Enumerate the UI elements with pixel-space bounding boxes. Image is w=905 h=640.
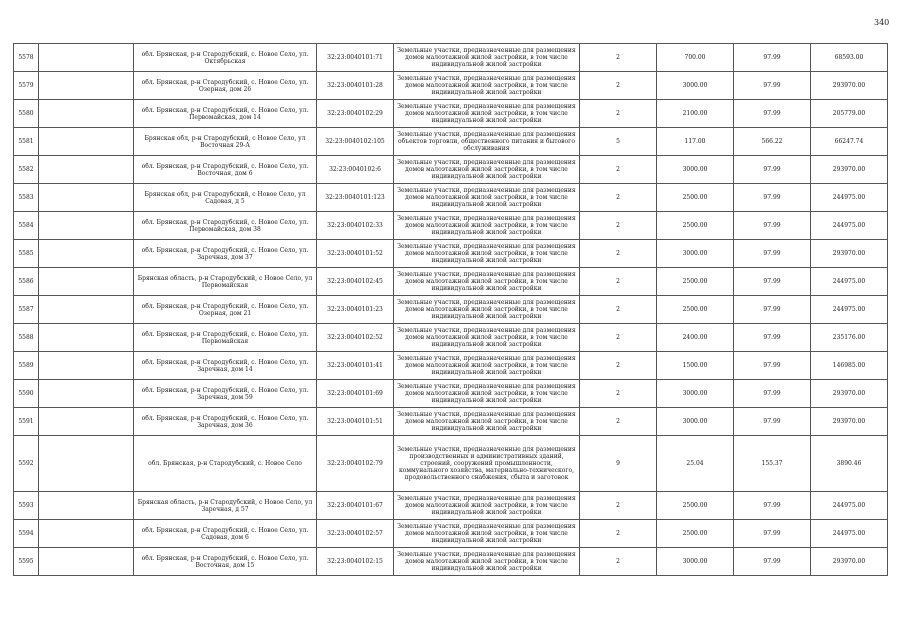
row-number-cell: 5583 (14, 184, 39, 212)
land-use-cell: Земельные участки, предназначенные для размещения объектов торговли, общественного питания и бытового обслуживания (394, 128, 580, 156)
land-use-cell: Земельные участки, предназначенные для размещения домов малоэтажной жилой застройки, в том числе индивидуальной жилой застройки (394, 156, 580, 184)
specific-value-cell: 97.99 (734, 212, 811, 240)
specific-value-cell: 155.37 (734, 436, 811, 492)
land-use-cell: Земельные участки, предназначенные для размещения домов малоэтажной жилой застройки, в том числе индивидуальной жилой застройки (394, 184, 580, 212)
cadastral-value-cell: 244975.00 (811, 492, 888, 520)
cadastral-number-cell: 32:23:0040102:52 (317, 324, 394, 352)
address-cell: обл. Брянская, р-н Стародубский, с. Новое Село, ул. Заречная, дом 37 (134, 240, 317, 268)
table-row (14, 240, 888, 268)
blank-cell (39, 352, 134, 380)
row-number-cell: 5586 (14, 268, 39, 296)
cadastral-value-cell: 244975.00 (811, 268, 888, 296)
table-body (14, 44, 888, 576)
use-group-cell: 2 (580, 44, 657, 72)
blank-cell (39, 184, 134, 212)
land-use-cell: Земельные участки, предназначенные для размещения домов малоэтажной жилой застройки, в том числе индивидуальной жилой застройки (394, 100, 580, 128)
table-row (14, 380, 888, 408)
use-group-cell: 2 (580, 184, 657, 212)
row-number-cell: 5578 (14, 44, 39, 72)
cadastral-value-cell: 293970.00 (811, 72, 888, 100)
cadastral-value-cell: 205779.00 (811, 100, 888, 128)
cadastral-number-cell: 32:23:0040102:15 (317, 548, 394, 576)
address-cell: обл. Брянская, р-н Стародубский, с. Новое Село (134, 436, 317, 492)
cadastral-number-cell: 32:23:0040101:71 (317, 44, 394, 72)
cadastral-number-cell: 32:23:0040101:52 (317, 240, 394, 268)
page-number: 340 (874, 18, 890, 27)
area-cell: 3000.00 (657, 156, 734, 184)
table-row (14, 436, 888, 492)
blank-cell (39, 156, 134, 184)
cadastral-value-cell: 293970.00 (811, 548, 888, 576)
specific-value-cell: 97.99 (734, 100, 811, 128)
row-number-cell: 5594 (14, 520, 39, 548)
specific-value-cell: 97.99 (734, 520, 811, 548)
area-cell: 3000.00 (657, 408, 734, 436)
cadastral-number-cell: 32:23:0040101:23 (317, 296, 394, 324)
land-use-cell: Земельные участки, предназначенные для размещения домов малоэтажной жилой застройки, в том числе индивидуальной жилой застройки (394, 380, 580, 408)
table-row (14, 548, 888, 576)
specific-value-cell: 97.99 (734, 184, 811, 212)
use-group-cell: 5 (580, 128, 657, 156)
cadastral-number-cell: 32:23:0040101:51 (317, 408, 394, 436)
row-number-cell: 5587 (14, 296, 39, 324)
table-row (14, 324, 888, 352)
address-cell: обл. Брянская, р-н Стародубский, с. Новое Село, ул. Восточная, дом 6 (134, 156, 317, 184)
cadastral-number-cell: 32:23:0040102:6 (317, 156, 394, 184)
address-cell: обл. Брянская, р-н Стародубский, с. Новое Село, ул. Заречная, дом 59 (134, 380, 317, 408)
land-use-cell: Земельные участки, предназначенные для размещения домов малоэтажной жилой застройки, в том числе индивидуальной жилой застройки (394, 408, 580, 436)
address-cell: Брянская область, р-н Стародубский, с Новое Село, ул Заречная, д 57 (134, 492, 317, 520)
blank-cell (39, 436, 134, 492)
row-number-cell: 5588 (14, 324, 39, 352)
area-cell: 2500.00 (657, 268, 734, 296)
use-group-cell: 2 (580, 324, 657, 352)
blank-cell (39, 128, 134, 156)
blank-cell (39, 492, 134, 520)
cadastral-number-cell: 32:23:0040102:33 (317, 212, 394, 240)
cadastral-value-cell: 3890.46 (811, 436, 888, 492)
cadastral-value-cell: 293970.00 (811, 240, 888, 268)
use-group-cell: 2 (580, 212, 657, 240)
specific-value-cell: 97.99 (734, 492, 811, 520)
area-cell: 2500.00 (657, 492, 734, 520)
specific-value-cell: 97.99 (734, 72, 811, 100)
blank-cell (39, 408, 134, 436)
cadastral-number-cell: 32:23:0040102:29 (317, 100, 394, 128)
cadastral-value-cell: 244975.00 (811, 212, 888, 240)
address-cell: обл. Брянская, р-н Стародубский, с. Новое Село, ул. Первомайская (134, 324, 317, 352)
address-cell: обл. Брянская, р-н Стародубский, с. Новое Село, ул. Садовая, дом 6 (134, 520, 317, 548)
use-group-cell: 2 (580, 492, 657, 520)
blank-cell (39, 240, 134, 268)
cadastral-value-cell: 293970.00 (811, 408, 888, 436)
area-cell: 2100.00 (657, 100, 734, 128)
use-group-cell: 2 (580, 520, 657, 548)
specific-value-cell: 97.99 (734, 380, 811, 408)
row-number-cell: 5582 (14, 156, 39, 184)
area-cell: 1500.00 (657, 352, 734, 380)
blank-cell (39, 380, 134, 408)
table-row (14, 268, 888, 296)
row-number-cell: 5579 (14, 72, 39, 100)
row-number-cell: 5585 (14, 240, 39, 268)
specific-value-cell: 97.99 (734, 268, 811, 296)
table-row (14, 72, 888, 100)
land-use-cell: Земельные участки, предназначенные для размещения домов малоэтажной жилой застройки, в том числе индивидуальной жилой застройки (394, 296, 580, 324)
blank-cell (39, 100, 134, 128)
land-use-cell: Земельные участки, предназначенные для размещения домов малоэтажной жилой застройки, в том числе индивидуальной жилой застройки (394, 212, 580, 240)
use-group-cell: 2 (580, 380, 657, 408)
use-group-cell: 2 (580, 100, 657, 128)
land-use-cell: Земельные участки, предназначенные для размещения домов малоэтажной жилой застройки, в том числе индивидуальной жилой застройки (394, 324, 580, 352)
blank-cell (39, 268, 134, 296)
address-cell: Брянская область, р-н Стародубский, с Новое Село, ул Первомайская (134, 268, 317, 296)
use-group-cell: 2 (580, 156, 657, 184)
land-use-cell: Земельные участки, предназначенные для размещения домов малоэтажной жилой застройки, в том числе индивидуальной жилой застройки (394, 44, 580, 72)
use-group-cell: 2 (580, 548, 657, 576)
use-group-cell: 2 (580, 72, 657, 100)
table-row (14, 352, 888, 380)
cadastral-number-cell: 32:23:0040101:28 (317, 72, 394, 100)
area-cell: 2500.00 (657, 212, 734, 240)
area-cell: 2500.00 (657, 184, 734, 212)
area-cell: 25.04 (657, 436, 734, 492)
address-cell: обл. Брянская, р-н Стародубский, с. Новое Село, ул. Октябрьская (134, 44, 317, 72)
specific-value-cell: 97.99 (734, 408, 811, 436)
cadastral-number-cell: 32:23:0040101:69 (317, 380, 394, 408)
area-cell: 117.00 (657, 128, 734, 156)
area-cell: 2500.00 (657, 520, 734, 548)
table-row (14, 492, 888, 520)
area-cell: 2500.00 (657, 296, 734, 324)
specific-value-cell: 97.99 (734, 352, 811, 380)
use-group-cell: 2 (580, 352, 657, 380)
cadastral-number-cell: 32:23:0040102:105 (317, 128, 394, 156)
address-cell: обл. Брянская, р-н Стародубский, с. Новое Село, ул. Озерная, дом 26 (134, 72, 317, 100)
blank-cell (39, 44, 134, 72)
specific-value-cell: 97.99 (734, 296, 811, 324)
cadastral-value-cell: 244975.00 (811, 296, 888, 324)
land-use-cell: Земельные участки, предназначенные для размещения домов малоэтажной жилой застройки, в том числе индивидуальной жилой застройки (394, 520, 580, 548)
cadastral-value-cell: 293970.00 (811, 380, 888, 408)
address-cell: Брянская обл, р-н Стародубский, с Новое Село, ул Восточная 29-А (134, 128, 317, 156)
cadastral-value-cell: 244975.00 (811, 520, 888, 548)
table-row (14, 156, 888, 184)
table-row (14, 520, 888, 548)
blank-cell (39, 520, 134, 548)
row-number-cell: 5590 (14, 380, 39, 408)
area-cell: 3000.00 (657, 72, 734, 100)
table-row (14, 128, 888, 156)
area-cell: 3000.00 (657, 240, 734, 268)
table-row (14, 100, 888, 128)
row-number-cell: 5593 (14, 492, 39, 520)
specific-value-cell: 97.99 (734, 156, 811, 184)
cadastral-value-cell: 146985.00 (811, 352, 888, 380)
address-cell: обл. Брянская, р-н Стародубский, с. Новое Село, ул. Озерная, дом 21 (134, 296, 317, 324)
row-number-cell: 5591 (14, 408, 39, 436)
cadastral-number-cell: 32:23:0040101:41 (317, 352, 394, 380)
land-use-cell: Земельные участки, предназначенные для размещения домов малоэтажной жилой застройки, в том числе индивидуальной жилой застройки (394, 352, 580, 380)
table-row (14, 184, 888, 212)
address-cell: обл. Брянская, р-н Стародубский, с. Новое Село, ул. Первомайская, дом 38 (134, 212, 317, 240)
table-row (14, 296, 888, 324)
cadastral-value-cell: 293970.00 (811, 156, 888, 184)
area-cell: 3000.00 (657, 380, 734, 408)
row-number-cell: 5592 (14, 436, 39, 492)
blank-cell (39, 324, 134, 352)
cadastral-number-cell: 32:23:0040101:123 (317, 184, 394, 212)
use-group-cell: 2 (580, 408, 657, 436)
blank-cell (39, 296, 134, 324)
cadastral-number-cell: 32:23:0040102:57 (317, 520, 394, 548)
land-use-cell: Земельные участки, предназначенные для размещения домов малоэтажной жилой застройки, в том числе индивидуальной жилой застройки (394, 268, 580, 296)
row-number-cell: 5589 (14, 352, 39, 380)
specific-value-cell: 97.99 (734, 44, 811, 72)
use-group-cell: 9 (580, 436, 657, 492)
specific-value-cell: 566.22 (734, 128, 811, 156)
land-use-cell: Земельные участки, предназначенные для размещения домов малоэтажной жилой застройки, в том числе индивидуальной жилой застройки (394, 240, 580, 268)
table-row (14, 408, 888, 436)
address-cell: Брянская обл, р-н Стародубский, с Новое Село, ул Садовая, д 5 (134, 184, 317, 212)
cadastral-value-cell: 68593.00 (811, 44, 888, 72)
area-cell: 2400.00 (657, 324, 734, 352)
blank-cell (39, 212, 134, 240)
land-use-cell: Земельные участки, предназначенные для размещения производственных и административных зданий, строений, сооружений промышленности, коммунального хозяйства, материально-технического, продовольственного снабжения, сбыта и заготовок (394, 436, 580, 492)
table-row (14, 212, 888, 240)
blank-cell (39, 72, 134, 100)
cadastral-number-cell: 32:23:0040102:79 (317, 436, 394, 492)
use-group-cell: 2 (580, 240, 657, 268)
specific-value-cell: 97.99 (734, 324, 811, 352)
address-cell: обл. Брянская, р-н Стародубский, с. Новое Село, ул. Заречная, дом 36 (134, 408, 317, 436)
row-number-cell: 5595 (14, 548, 39, 576)
row-number-cell: 5581 (14, 128, 39, 156)
land-use-cell: Земельные участки, предназначенные для размещения домов малоэтажной жилой застройки, в том числе индивидуальной жилой застройки (394, 492, 580, 520)
use-group-cell: 2 (580, 296, 657, 324)
use-group-cell: 2 (580, 268, 657, 296)
row-number-cell: 5580 (14, 100, 39, 128)
cadastral-value-cell: 244975.00 (811, 184, 888, 212)
specific-value-cell: 97.99 (734, 240, 811, 268)
land-use-cell: Земельные участки, предназначенные для размещения домов малоэтажной жилой застройки, в том числе индивидуальной жилой застройки (394, 548, 580, 576)
area-cell: 700.00 (657, 44, 734, 72)
cadastral-number-cell: 32:23:0040102:45 (317, 268, 394, 296)
specific-value-cell: 97.99 (734, 548, 811, 576)
cadastral-value-cell: 235176.00 (811, 324, 888, 352)
address-cell: обл. Брянская, р-н Стародубский, с. Новое Село, ул. Первомайская, дом 14 (134, 100, 317, 128)
blank-cell (39, 548, 134, 576)
address-cell: обл. Брянская, р-н Стародубский, с. Новое Село, ул. Заречная, дом 14 (134, 352, 317, 380)
cadastral-value-cell: 66247.74 (811, 128, 888, 156)
cadastral-number-cell: 32:23:0040101:67 (317, 492, 394, 520)
row-number-cell: 5584 (14, 212, 39, 240)
table-row (14, 44, 888, 72)
land-use-cell: Земельные участки, предназначенные для размещения домов малоэтажной жилой застройки, в том числе индивидуальной жилой застройки (394, 72, 580, 100)
area-cell: 3000.00 (657, 548, 734, 576)
cadastral-value-table (13, 43, 888, 576)
address-cell: обл. Брянская, р-н Стародубский, с. Новое Село, ул. Восточная, дом 15 (134, 548, 317, 576)
